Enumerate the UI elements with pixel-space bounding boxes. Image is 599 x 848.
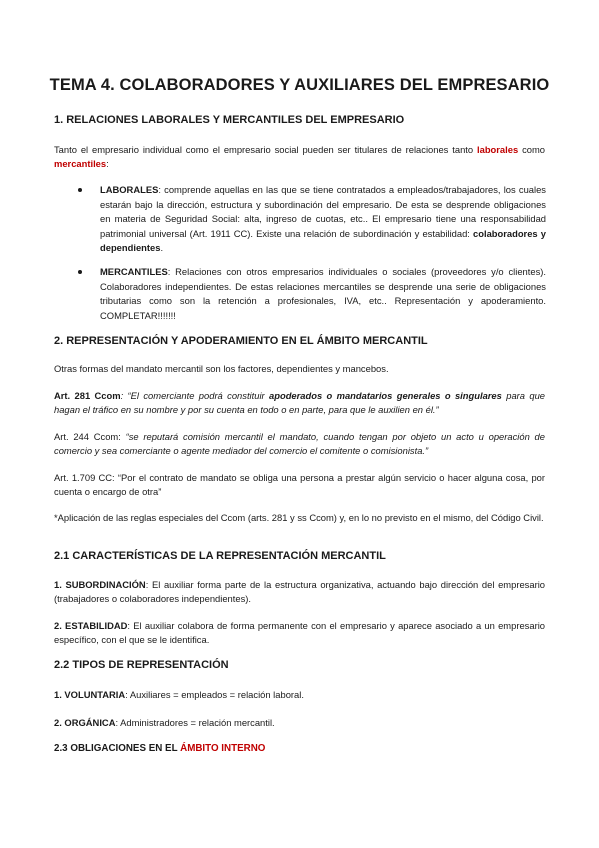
quote-text: : “El comerciante podrá constituir <box>120 390 270 401</box>
quote-text: para que hagan el tráfico en su nombre y por su cuenta en todo o en parte, para que le auxilien en él.” <box>54 390 546 415</box>
characteristic-estabilidad <box>54 619 545 647</box>
section-2-intro: Otras formas del mandato mercantil son los factores, dependientes y mancebos. <box>54 363 389 374</box>
art-244-quote <box>54 430 545 458</box>
section-2-note: *Aplicación de las reglas especiales del Ccom (arts. 281 y ss Ccom) y, en lo no previsto en el mismo, del Código Civil. <box>54 512 544 523</box>
article-ref: Art. 244 Ccom: <box>54 431 126 442</box>
bullet-text: : Relaciones con otros empresarios individuales o sociales (proveedores y/o clientes). Colaboradores independientes. De estas relaciones mercantiles se desprende una serie de obligaciones tributarias como son la retención a profesionales, IVA, etc.. Representación y apoderamiento. COMPLETAR!!!!!!! <box>100 266 546 321</box>
page-title: TEMA 4. COLABORADORES Y AUXILIARES DEL EMPRESARIO <box>49 76 550 94</box>
heading-highlight: ÁMBITO INTERNO <box>180 743 266 754</box>
section-2-heading: 2. REPRESENTACIÓN Y APODERAMIENTO EN EL ÁMBITO MERCANTIL <box>54 335 428 347</box>
section-2-1-heading: 2.1 CARACTERÍSTICAS DE LA REPRESENTACIÓN MERCANTIL <box>54 550 386 562</box>
bullet-bold-text: colaboradores y dependientes <box>100 227 546 253</box>
item-label: 2. ESTABILIDAD <box>54 620 128 631</box>
art-1709-quote: Art. 1.709 CC: “Por el contrato de mandato se obliga una persona a prestar algún servicio o hacer alguna cosa, por cuenta o encargo de otra” <box>54 472 545 497</box>
item-label: 2. ORGÁNICA <box>54 717 116 728</box>
intro-text: como <box>518 144 546 155</box>
section-2-2-heading: 2.2 TIPOS DE REPRESENTACIÓN <box>54 659 229 671</box>
item-text: : El auxiliar forma parte de la estructura organizativa, actuando bajo dirección del empresario (trabajadores o colaboradores independientes). <box>54 579 545 604</box>
laborales-highlight: laborales <box>477 144 519 155</box>
section-2-3-heading <box>54 742 265 756</box>
bullet-dot-icon <box>78 270 82 274</box>
bullet-text: . <box>160 242 164 253</box>
bullet-mercantiles <box>100 265 546 323</box>
bullet-text: : comprende aquellas en las que se tiene contratados a empleados/trabajadores, los cuales estarán bajo la dirección, estructura y subordinación del empresario. De esta se desprende obligaciones en materia de Seguridad Social: alta, ingreso de cuotas, etc.. El empresario tiene una responsabilidad patrimonial universal (Art. 1911 CC). Existe una relación de subordinación y estabilidad: <box>100 184 546 239</box>
bullet-dot-icon <box>78 188 82 192</box>
item-text: : Auxiliares = empleados = relación laboral. <box>125 689 304 700</box>
characteristic-subordinacion <box>54 578 545 606</box>
bullet-label: MERCANTILES <box>100 266 168 277</box>
section-1-intro <box>54 143 545 171</box>
item-label: 1. SUBORDINACIÓN <box>54 579 146 590</box>
section-1-heading: 1. RELACIONES LABORALES Y MERCANTILES DEL EMPRESARIO <box>54 114 405 126</box>
item-text: : El auxiliar colabora de forma permanente con el empresario y aparece asociado a un empresario específico, con el que se le identifica. <box>54 620 545 645</box>
type-voluntaria <box>54 688 545 702</box>
intro-text: Tanto el empresario individual como el empresario social pueden ser titulares de relaciones tanto <box>54 144 478 155</box>
article-ref: Art. 281 Ccom <box>54 390 121 401</box>
intro-text: : <box>106 158 109 169</box>
mercantiles-highlight: mercantiles <box>54 158 107 169</box>
bullet-laborales <box>100 183 546 256</box>
item-label: 1. VOLUNTARIA <box>54 689 126 700</box>
bullet-label: LABORALES <box>100 184 159 195</box>
heading-text: 2.3 OBLIGACIONES EN EL <box>54 743 181 754</box>
quote-text: “se reputará comisión mercantil el mandato, cuando tengan por objeto un acto u operación de comercio y sea comerciante o agente mediador del comercio el comitente o comisionista.” <box>54 431 545 456</box>
item-text: : Administradores = relación mercantil. <box>115 717 275 728</box>
art-281-quote <box>54 389 545 417</box>
type-organica <box>54 716 545 730</box>
quote-bold-text: apoderados o mandatarios generales o singulares <box>269 390 502 401</box>
